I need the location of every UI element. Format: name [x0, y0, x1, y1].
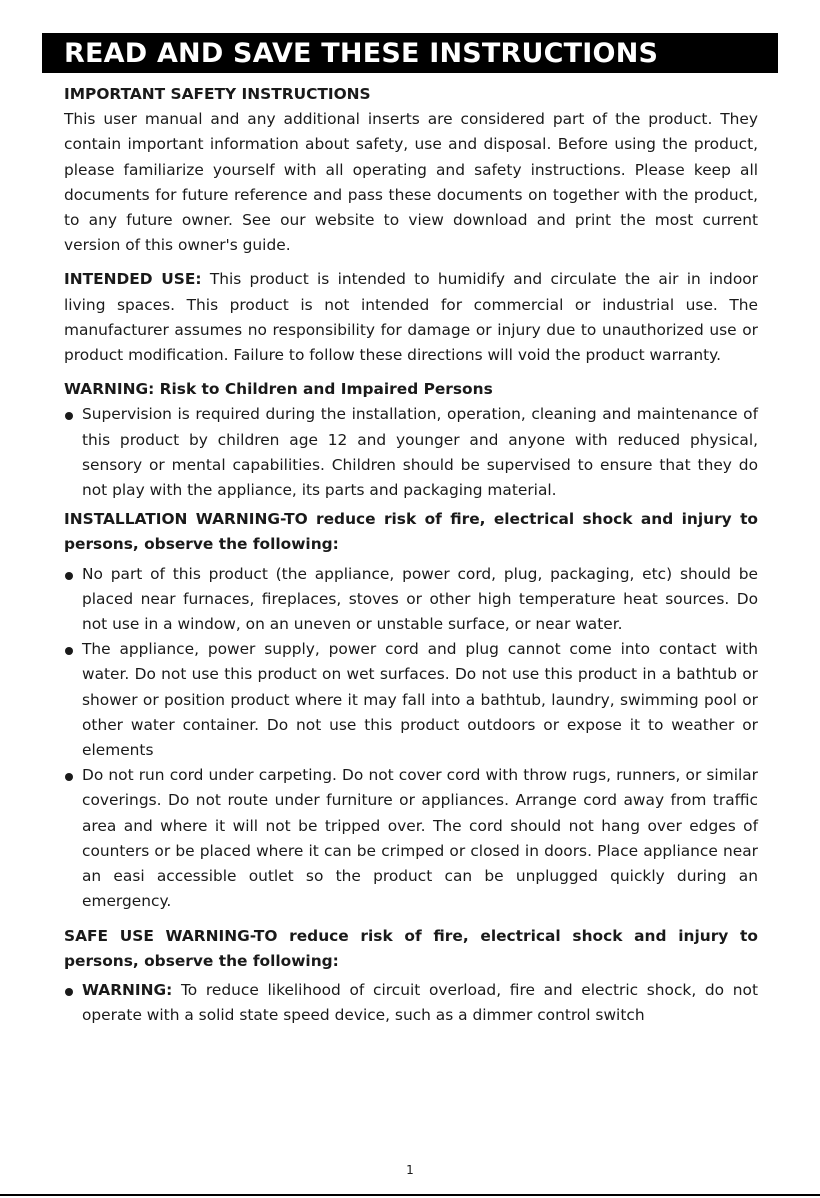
list-item — [64, 562, 758, 638]
children-warning-list — [64, 402, 758, 503]
bullet-icon — [65, 412, 73, 420]
installation-warning-list — [64, 562, 758, 915]
list-item-text: No part of this product (the appliance, power cord, plug, packaging, etc) should be placed near furnaces, fireplaces, stoves or other high temperature heat sources. Do not use in a window, on an uneven or unstable surface, or near water. — [82, 564, 758, 634]
safe-use-warning-list — [64, 978, 758, 1028]
list-item-text: Do not run cord under carpeting. Do not cover cord with throw rugs, runners, or similar coverings. Do not route under furniture or appliances. Arrange cord away from traffic area and where it will not be tripped over. The cord should not hang over edges of counters or be placed where it can be crimped or closed in doors. Place appliance near an easi accessible outlet so the product can be unplugged quickly during an emergency. — [82, 766, 758, 911]
intended-use-paragraph — [64, 267, 758, 368]
warning-label: WARNING: — [82, 980, 173, 999]
installation-warning-heading: INSTALLATION WARNING-TO reduce risk of fire, electrical shock and injury to persons, observe the following: — [64, 510, 758, 554]
children-warning-heading: WARNING: Risk to Children and Impaired Persons — [64, 380, 493, 399]
list-item — [64, 637, 758, 763]
list-item — [64, 402, 758, 503]
bullet-icon — [65, 773, 73, 781]
header-bar — [42, 33, 778, 73]
page-number: 1 — [406, 1163, 414, 1177]
page-title: READ AND SAVE THESE INSTRUCTIONS — [64, 38, 659, 69]
bullet-icon — [65, 647, 73, 655]
list-item-text: To reduce likelihood of circuit overload, fire and electric shock, do not operate with a solid state speed device, such as a dimmer control switch — [82, 980, 758, 1025]
safety-paragraph: This user manual and any additional inserts are considered part of the product. They contain important information about safety, use and disposal. Before using the product, please familiarize yourself with all operating and safety instructions. Please keep all documents for future reference and pass these documents on together with the product, to any future owner. See our website to view download and print the most current version of this owner's guide. — [64, 110, 758, 255]
footer-divider — [0, 1194, 820, 1196]
safe-use-warning-heading: SAFE USE WARNING-TO reduce risk of fire, electrical shock and injury to persons, observe the following: — [64, 926, 758, 970]
list-item — [64, 978, 758, 1028]
safety-heading: IMPORTANT SAFETY INSTRUCTIONS — [64, 85, 371, 103]
intended-use-text: This product is intended to humidify and circulate the air in indoor living spaces. This product is not intended for commercial or industrial use. The manufacturer assumes no responsibility for damage or injury due to unauthorized use or product modification. Failure to follow these directions will void the product warranty. — [64, 270, 758, 365]
bullet-icon — [65, 988, 73, 996]
document-body — [64, 82, 758, 1028]
intended-use-label: INTENDED USE: — [64, 270, 202, 289]
bullet-icon — [65, 572, 73, 580]
list-item-text: Supervision is required during the installation, operation, cleaning and maintenance of this product by children age 12 and younger and anyone with reduced physical, sensory or mental capabilities. Children should be supervised to ensure that they do not play with the appliance, its parts and packaging material. — [82, 405, 758, 500]
list-item-text: The appliance, power supply, power cord and plug cannot come into contact with water. Do not use this product on wet surfaces. Do not use this product in a bathtub or shower or position product where it may fall into a bathtub, laundry, swimming pool or other water container. Do not use this product outdoors or expose it to weather or elements — [82, 640, 758, 760]
list-item — [64, 763, 758, 914]
